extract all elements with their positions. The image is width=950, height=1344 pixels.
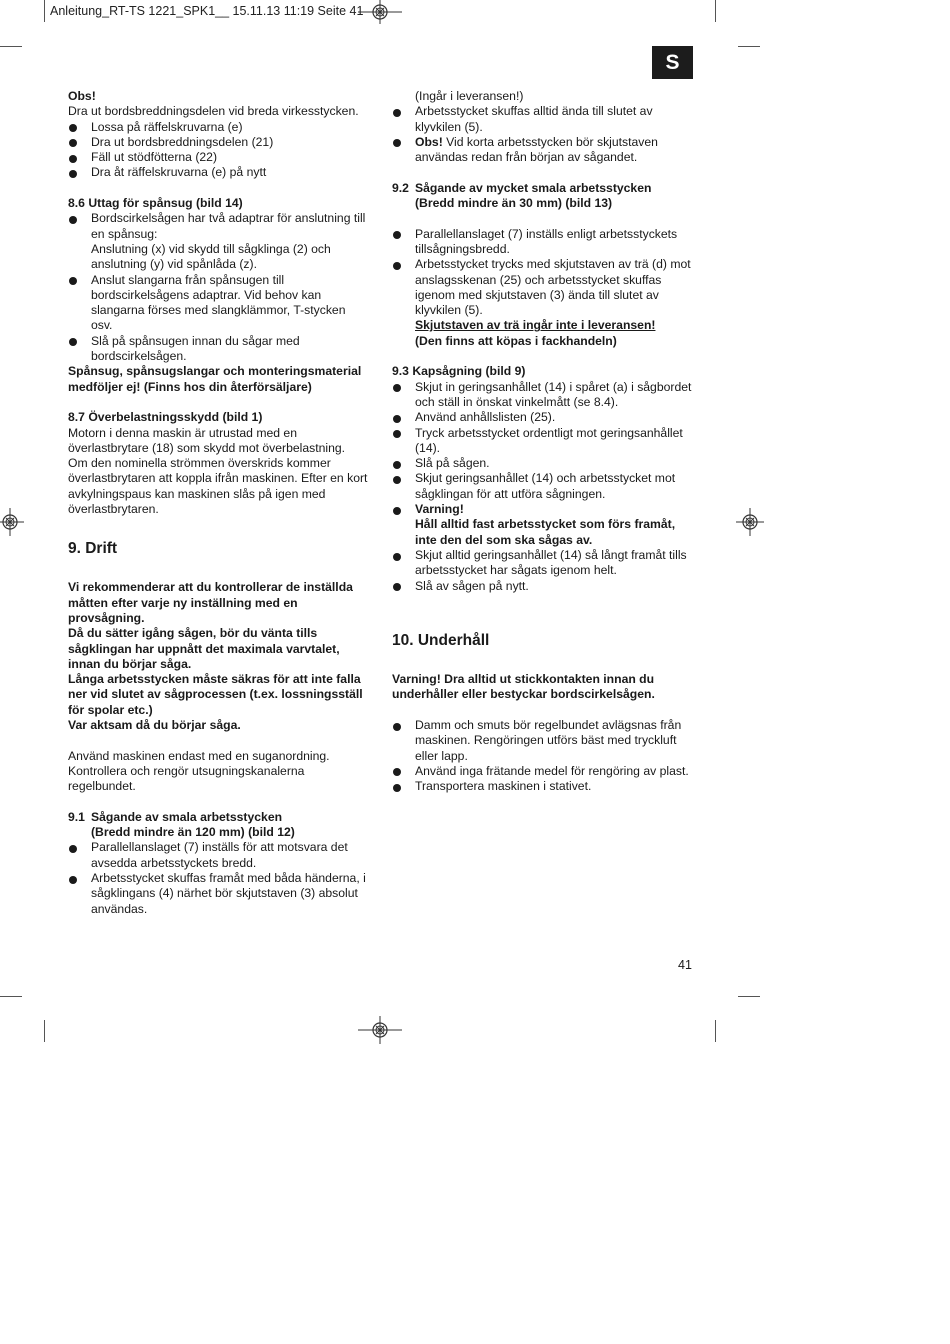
section-bold-text: Då du sätter igång sågen, bör du vänta tills sågklingan har uppnått det maximala varvtalet, innan du börjar såga. xyxy=(68,626,340,671)
list-item: Damm och smuts bör regelbundet avlägsnas från maskinen. Rengöringen utförs bäst med tryckluft eller lapp. xyxy=(392,718,692,764)
section-title-line: (Bredd mindre än 120 mm) (bild 12) xyxy=(91,825,295,840)
section-bold-text: Långa arbetsstycken måste säkras för att inte falla ner vid slutet av sågprocessen (t.ex. lossningsställ för spolar etc.) xyxy=(68,672,363,717)
list-item: Arbetsstycket trycks med skjutstaven av trä (d) mot anslagsskenan (25) och arbetsstycket skuffas igenom med skjutstaven (3) ända till slutet av klyvkilen (5). xyxy=(392,257,692,318)
registration-mark-icon xyxy=(358,1016,402,1044)
crop-mark xyxy=(0,996,22,997)
page-number: 41 xyxy=(678,958,692,972)
crop-mark xyxy=(715,1020,716,1042)
list-item: Skjut in geringsanhållet (14) i spåret (a) i sågbordet och ställ in önskat vinkelmått (se 8.4). xyxy=(392,380,692,411)
list-item: Använd inga frätande medel för rengöring av plast. xyxy=(392,764,692,779)
list-item xyxy=(392,135,692,166)
crop-mark xyxy=(715,0,716,22)
warning-title: Varning! xyxy=(392,502,692,517)
list-item: Slå av sågen på nytt. xyxy=(392,579,692,594)
chapter-heading-10: 10. Underhåll xyxy=(392,632,490,650)
print-header: Anleitung_RT-TS 1221_SPK1__ 15.11.13 11:19 Seite 41 xyxy=(50,4,364,18)
warning-text: Håll alltid fast arbetsstycket som förs framåt, inte den del som ska sågas av. xyxy=(415,517,676,547)
list-item: Parallellanslaget (7) inställs enligt arbetsstyckets tillsågningsbredd. xyxy=(392,227,692,258)
list-item: Fäll ut stödfötterna (22) xyxy=(68,150,368,165)
registration-mark-icon xyxy=(0,508,24,536)
list-item: Dra ut bordsbreddningsdelen (21) xyxy=(68,135,368,150)
list-item: Tryck arbetsstycket ordentligt mot geringsanhållet (14). xyxy=(392,426,692,457)
section-bold-text: Vi rekommenderar att du kontrollerar de inställda måtten efter varje ny inställning med en provsågning. xyxy=(68,580,353,625)
section-title-line: Sågande av mycket smala arbetsstycken xyxy=(415,180,652,195)
list-item-continuation: (Ingår i leveransen!) xyxy=(415,89,524,103)
list-item: Parallellanslaget (7) inställs för att motsvara det avsedda arbetsstyckets bredd. xyxy=(68,840,368,871)
section-heading-9-2 xyxy=(392,181,692,212)
list-item: Lossa på räffelskruvarna (e) xyxy=(68,120,368,135)
list-item-continuation: Anslutning (x) vid skydd till sågklinga (2) och anslutning (y) vid spånlåda (z). xyxy=(91,241,331,272)
crop-mark xyxy=(738,996,760,997)
list-item: Slå på sågen. xyxy=(392,456,692,471)
right-column xyxy=(392,89,692,794)
list-item: Skjut alltid geringsanhållet (14) så långt framåt tills arbetsstycket har sågats igenom helt. xyxy=(392,548,692,579)
section-heading-8-7: 8.7 Överbelastningsskydd (bild 1) xyxy=(68,410,263,425)
section-heading-9-3: 9.3 Kapsågning (bild 9) xyxy=(392,364,526,379)
list-item-text: Vid korta arbetsstycken bör skjutstaven användas redan från början av sågandet. xyxy=(415,134,658,165)
list-item: Transportera maskinen i stativet. xyxy=(392,779,692,794)
list-item: Arbetsstycket skuffas alltid ända till slutet av klyvkilen (5). xyxy=(392,104,692,135)
section-title-line: Sågande av smala arbetsstycken xyxy=(91,809,283,824)
section-text: Använd maskinen endast med en suganordning. Kontrollera och rengör utsugningskanalerna regelbundet. xyxy=(68,748,330,794)
crop-mark xyxy=(44,1020,45,1042)
warning-text: Varning! Dra alltid ut stickkontakten innan du underhåller eller bestyckar bordscirkelsågen. xyxy=(392,672,655,702)
section-number: 9.1 xyxy=(68,809,85,824)
bold-note: (Den finns att köpas i fackhandeln) xyxy=(415,333,617,348)
list-item: Använd anhållslisten (25). xyxy=(392,410,692,425)
section-note: Spånsug, spånsugslangar och monteringsmaterial medföljer ej! (Finns hos din återförsäljare) xyxy=(68,364,362,394)
language-badge: S xyxy=(652,46,693,79)
section-number: 9.2 xyxy=(392,180,409,195)
crop-mark xyxy=(44,0,45,22)
section-heading-9-1 xyxy=(68,810,368,841)
obs-text: Dra ut bordsbreddningsdelen vid breda virkesstycken. xyxy=(68,104,359,119)
list-item: Slå på spånsugen innan du sågar med bordscirkelsågen. xyxy=(68,334,368,365)
list-item: Dra åt räffelskruvarna (e) på nytt xyxy=(68,165,368,180)
list-item: Arbetsstycket skuffas framåt med båda händerna, i sågklingans (4) närhet bör skjutstaven (3) absolut användas. xyxy=(68,871,368,917)
obs-label: Obs! xyxy=(415,134,443,149)
crop-mark xyxy=(0,46,22,47)
section-text: Motorn i denna maskin är utrustad med en överlastbrytare (18) som skydd mot överbelastning. Om den nominella strömmen överskrids kommer överlastbrytaren att koppla ifrån maskinen. Efter en kort avkylningspaus kan maskinen slås på igen med överlastbrytaren. xyxy=(68,425,368,517)
list-item: Bordscirkelsågen har två adaptrar för anslutning till en spånsug: xyxy=(68,211,368,242)
obs-title: Obs! xyxy=(68,89,96,103)
registration-mark-icon xyxy=(358,0,402,24)
list-item: Skjut geringsanhållet (14) och arbetsstycket mot sågklingan för att utföra sågningen. xyxy=(392,471,692,502)
section-bold-text: Var aktsam då du börjar såga. xyxy=(68,717,241,732)
section-heading-8-6: 8.6 Uttag för spånsug (bild 14) xyxy=(68,196,243,211)
section-title-line: (Bredd mindre än 30 mm) (bild 13) xyxy=(415,196,613,211)
list-item: Anslut slangarna från spånsugen till bordscirkelsågens adaptrar. Vid behov kan slangarna förses med slangklämmor, T-stycken osv. xyxy=(68,273,368,334)
left-column xyxy=(68,89,368,917)
chapter-heading-9: 9. Drift xyxy=(68,540,118,558)
registration-mark-icon xyxy=(736,508,764,536)
underlined-note: Skjutstaven av trä ingår inte i leveransen! xyxy=(415,318,656,333)
crop-mark xyxy=(738,46,760,47)
